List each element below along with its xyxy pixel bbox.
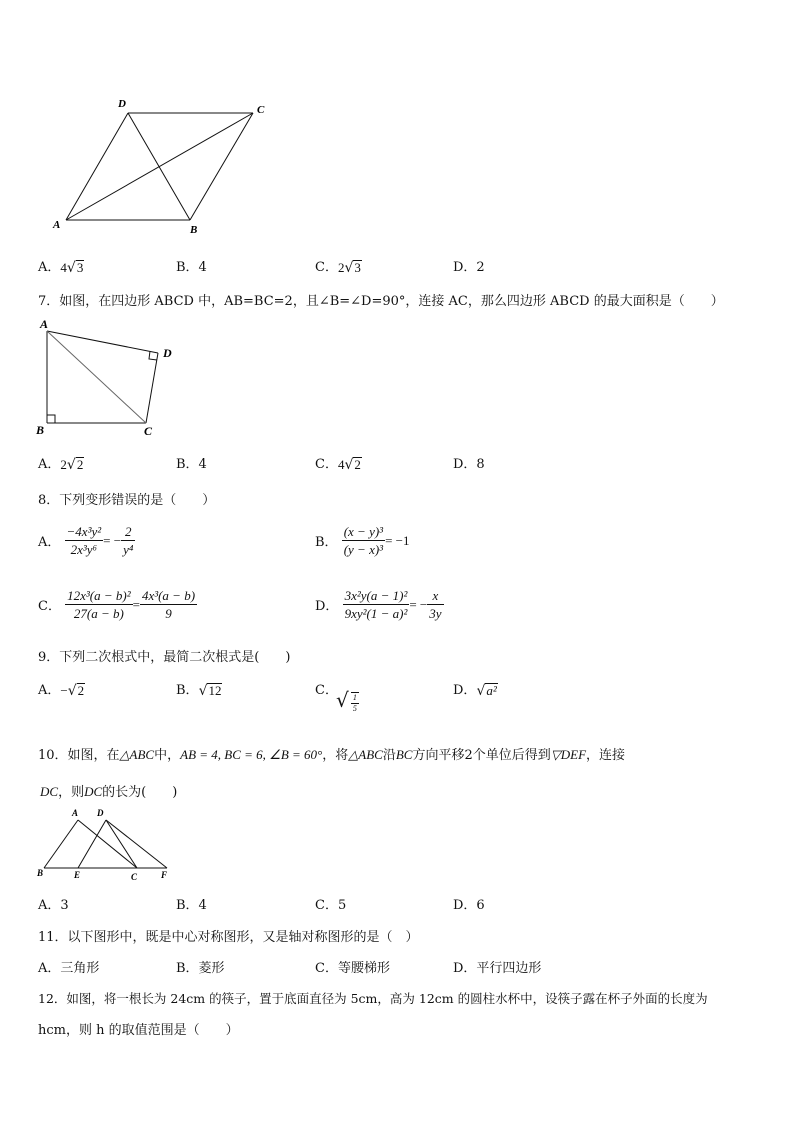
q9-stem: 9．下列二次根式中，最简二次根式是( ) — [38, 650, 291, 665]
q6-option-c — [315, 256, 362, 276]
q8-option-b-fraction — [342, 523, 385, 558]
q10-text-3: ，将 — [322, 748, 349, 763]
q10-translation-figure — [34, 806, 184, 886]
q7-side-da — [47, 331, 158, 353]
q8-option-d — [315, 587, 444, 622]
q10-text-9: 的长为( ) — [102, 785, 178, 800]
q6-option-c-radicand: 3 — [354, 259, 361, 275]
q7-label-d: D — [163, 346, 172, 360]
q11-option-c: C．等腰梯形 — [315, 961, 390, 976]
side-da — [66, 113, 128, 220]
q9-option-a-value — [60, 683, 85, 699]
q7-option-a-value — [60, 457, 84, 473]
sqrt-symbol-icon: √ — [344, 259, 354, 276]
q8-option-c-label: C． — [38, 599, 61, 614]
q10-given: AB = 4, BC = 6, ∠B = 60° — [180, 747, 323, 762]
q6-option-a-label: A． — [38, 260, 61, 275]
q8-d-equals: = − — [409, 596, 428, 612]
q6-option-c-value — [338, 260, 362, 276]
sqrt-symbol-icon: √ — [198, 682, 208, 699]
q6-option-c-coef: 2 — [337, 259, 345, 275]
q6-option-a-value — [60, 260, 84, 276]
q11-option-d: D．平行四边形 — [453, 961, 542, 976]
q10-text-8: ，则 — [58, 785, 85, 800]
q7-quadrilateral-figure — [34, 315, 184, 440]
q8-option-b-label: B． — [315, 535, 338, 550]
q10-triangle-abc-2: △ABC — [348, 747, 383, 762]
q9-c-denominator: 5 — [352, 703, 357, 713]
q10-label-a: A — [72, 808, 79, 818]
q10-side-ed — [78, 820, 106, 868]
sqrt-symbol-icon: √ — [67, 682, 77, 699]
q10-text-1: 10．如图，在 — [38, 748, 120, 763]
q8-d-numerator-right: x — [427, 587, 443, 605]
q8-d-denominator: 9xy²(1 − a)² — [344, 606, 408, 621]
side-bc — [190, 113, 253, 220]
q7-option-a-coef: 2 — [60, 456, 67, 472]
q7-option-a-radicand: 2 — [76, 456, 84, 472]
q8-c-denominator-right: 9 — [165, 606, 172, 621]
q12-stem-line2: hcm，则 h 的取值范围是（ ） — [38, 1023, 239, 1038]
q9-option-d-radicand: a² — [486, 682, 497, 698]
q10-stem-line1 — [38, 744, 625, 763]
q10-segment-dc: DC — [40, 784, 59, 799]
q9-option-a-sign: − — [60, 682, 68, 698]
q10-label-d: D — [97, 808, 104, 818]
q7-label-b: B — [36, 423, 45, 437]
q9-option-a-label: A． — [38, 683, 61, 698]
q10-text-7: ，连接 — [586, 748, 626, 763]
sqrt-symbol-icon: √ — [344, 456, 354, 473]
q10-text-4: 沿 — [382, 748, 396, 763]
q7-option-c-coef: 4 — [337, 456, 345, 472]
q10-option-a: A．3 — [38, 898, 69, 913]
q7-option-c-value — [338, 457, 362, 473]
q10-label-c: C — [131, 872, 138, 882]
sqrt-symbol-icon: √ — [66, 456, 76, 473]
q7-label-c: C — [144, 424, 153, 438]
q7-option-c-label: C． — [315, 457, 338, 472]
q10-triangle-abc: △ABC — [119, 747, 155, 762]
q8-option-a-fraction-left — [65, 523, 104, 558]
vertex-label-d: D — [118, 98, 126, 110]
q8-d-numerator: 3x²y(a − 1)² — [344, 588, 408, 603]
q10-label-b: B — [37, 868, 44, 878]
q6-option-a-radicand: 3 — [76, 259, 84, 275]
q9-option-c-value — [336, 688, 362, 714]
q9-option-d-label: D． — [453, 683, 477, 698]
q10-segment-dc-2: DC — [84, 784, 103, 799]
q8-option-d-fraction-left — [343, 587, 410, 622]
q6-option-a-coef: 4 — [60, 259, 67, 275]
q8-c-denominator: 27(a − b) — [73, 606, 124, 621]
q7-option-a — [38, 453, 84, 473]
q8-stem: 8．下列变形错误的是（ ） — [38, 493, 216, 508]
sqrt-symbol-icon: √ — [336, 688, 349, 712]
q7-option-c-radicand: 2 — [354, 456, 361, 472]
q10-side-ba — [44, 820, 78, 868]
q8-a-numerator: −4x³y² — [66, 524, 102, 539]
q11-stem: 11．以下图形中，既是中心对称图形，又是轴对称图形的是（ ） — [38, 930, 419, 945]
q6-option-c-label: C． — [315, 260, 338, 275]
q7-option-b: B．4 — [176, 457, 207, 472]
sqrt-symbol-icon: √ — [66, 259, 76, 276]
q10-text-5: 方向平移 — [412, 748, 465, 763]
q10-label-e: E — [74, 870, 81, 880]
diagonal-db — [128, 113, 190, 220]
q8-option-a-label: A． — [38, 535, 61, 550]
q9-option-b-value — [199, 683, 223, 699]
q10-option-d: D．6 — [453, 898, 485, 913]
q8-option-a-fraction-right — [121, 523, 135, 558]
vertex-label-a: A — [53, 219, 61, 231]
q10-option-b: B．4 — [176, 898, 207, 913]
q10-segment-dc-line — [106, 820, 137, 868]
q9-option-d-value — [476, 683, 497, 699]
q7-label-a: A — [40, 317, 49, 331]
q8-a-equals: = − — [103, 532, 122, 548]
q7-diagonal-ac — [47, 331, 146, 423]
q9-option-a — [38, 679, 85, 699]
q8-a-denominator-right: y⁴ — [123, 542, 134, 557]
q9-option-b-label: B． — [176, 683, 199, 698]
q10-side-df — [106, 820, 167, 868]
vertex-label-b: B — [190, 224, 198, 236]
q10-triangle-def: ▽DEF — [550, 747, 587, 762]
q11-option-b: B．菱形 — [176, 961, 225, 976]
vertex-label-c: C — [257, 104, 265, 116]
q8-b-denominator: (y − x)³ — [343, 542, 384, 557]
q10-number: 2 — [464, 748, 473, 763]
q6-option-b: B．4 — [176, 260, 207, 275]
q9-option-d — [453, 679, 498, 699]
q8-c-numerator: 12x³(a − b)² — [67, 588, 131, 603]
q8-option-d-fraction-right — [427, 587, 443, 622]
q8-a-denominator: 2x³y⁶ — [70, 542, 98, 557]
q8-option-d-label: D． — [315, 599, 339, 614]
q8-option-b — [315, 523, 410, 558]
q8-b-numerator: (x − y)³ — [343, 524, 384, 539]
q7-option-c — [315, 453, 362, 473]
q8-c-equals: = — [132, 596, 140, 612]
q6-option-d: D．2 — [453, 260, 485, 275]
q8-c-numerator-right: 4x³(a − b) — [141, 588, 196, 603]
q10-text-6: 个单位后得到 — [472, 748, 551, 763]
q9-c-fraction — [351, 692, 359, 714]
q7-stem: 7．如图，在四边形 ABCD 中，AB=BC=2，且∠B=∠D=90°，连接 AC，那么四边形 ABCD 的最大面积是（ ） — [38, 294, 724, 309]
q11-option-a: A．三角形 — [38, 961, 100, 976]
q10-option-c: C．5 — [315, 898, 347, 913]
q9-option-b-radicand: 12 — [208, 682, 222, 698]
sqrt-symbol-icon: √ — [476, 682, 486, 699]
q7-right-angle-b — [47, 415, 55, 423]
q8-option-c-fraction-left — [65, 587, 133, 622]
q8-option-c — [38, 587, 197, 622]
q7-option-a-label: A． — [38, 457, 61, 472]
q9-option-a-radicand: 2 — [77, 682, 85, 698]
q10-text-2: 中， — [154, 748, 181, 763]
q10-side-ac — [78, 820, 137, 868]
q10-segment-bc: BC — [395, 747, 413, 762]
q7-option-d: D．8 — [453, 457, 485, 472]
q6-option-a — [38, 256, 84, 276]
q12-stem-line1: 12．如图，将一根长为 24cm 的筷子，置于底面直径为 5cm，高为 12cm 的圆柱水杯中，设筷子露在杯子外面的长度为 — [38, 991, 708, 1006]
parallelogram-figure — [50, 95, 280, 240]
q7-side-cd — [146, 353, 158, 423]
q9-c-numerator: 1 — [352, 692, 357, 702]
q8-b-equals: = −1 — [385, 532, 410, 548]
q8-option-a — [38, 523, 135, 558]
q9-option-b — [176, 679, 222, 699]
q8-d-denominator-right: 3y — [429, 606, 442, 621]
q9-option-c-label: C． — [315, 683, 338, 698]
q8-option-c-fraction-right — [140, 587, 197, 622]
q8-a-numerator-right: 2 — [121, 523, 135, 541]
q10-label-f: F — [161, 870, 168, 880]
q10-stem-line2 — [40, 781, 177, 800]
